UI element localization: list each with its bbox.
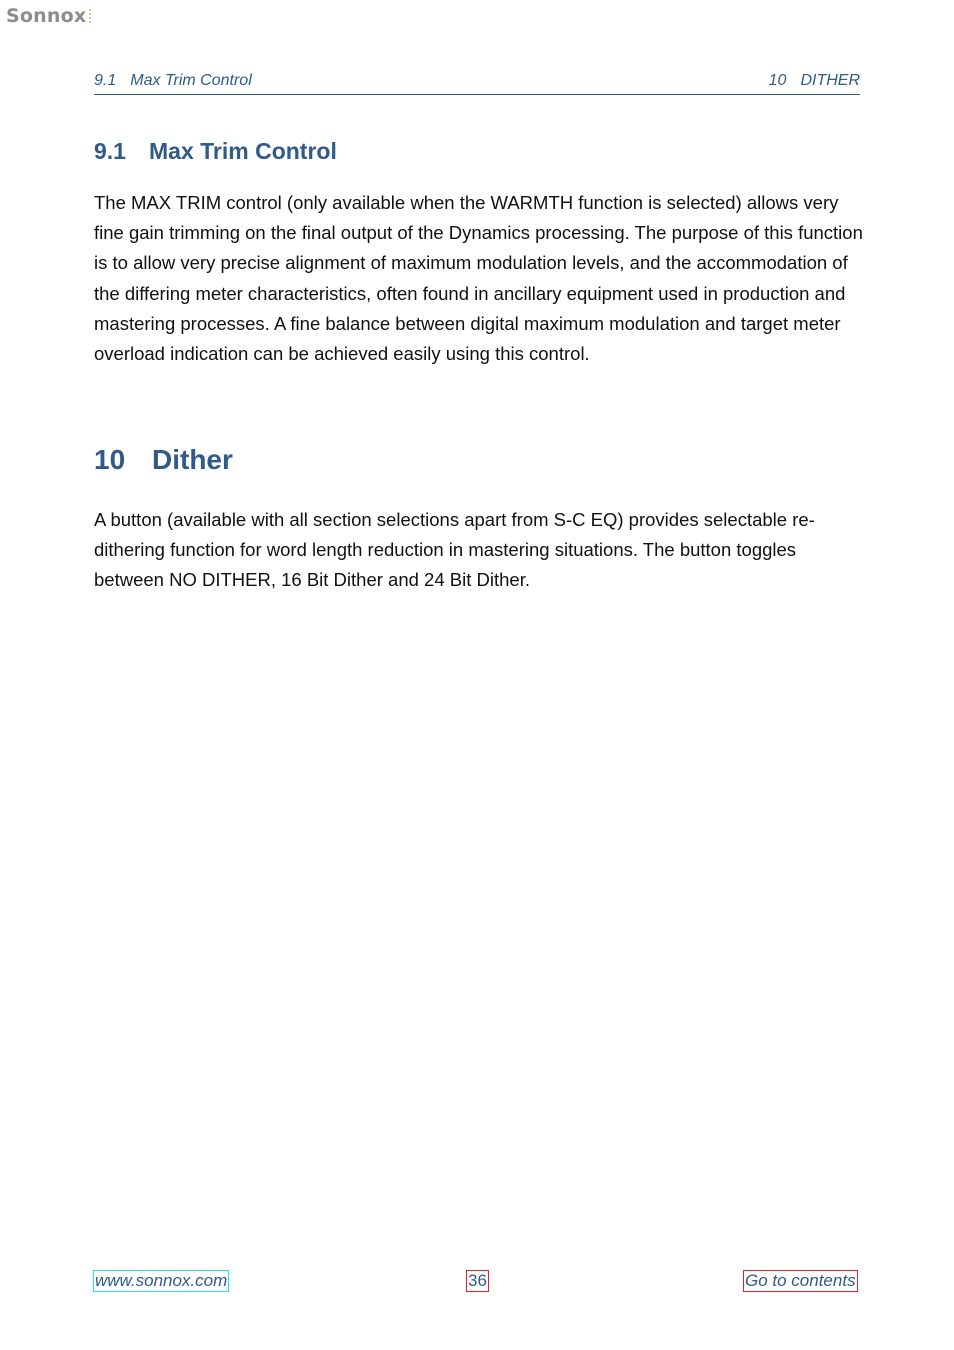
- section-title: Max Trim Control: [149, 138, 337, 164]
- chapter-heading: [94, 444, 233, 476]
- running-header-chapter-number: 10: [768, 72, 787, 89]
- section-number: 9.1: [94, 138, 126, 164]
- logo-text: Sonnox: [6, 5, 87, 27]
- chapter-title: Dither: [152, 444, 233, 475]
- running-header-chapter-title: DITHER: [800, 72, 860, 89]
- website-link[interactable]: www.sonnox.com: [95, 1271, 228, 1290]
- running-header-section-number: 9.1: [94, 72, 117, 89]
- running-header-chapter: [769, 72, 860, 90]
- chapter-number: 10: [94, 444, 126, 475]
- section-body-paragraph: The MAX TRIM control (only available when the WARMTH function is selected) allows very fine gain trimming on the final output of the Dynamics processing. The purpose of this function is to allow very precise alignment of maximum modulation levels, and the accommodation of the differing meter characteristics, often found in ancillary equipment used in production and mastering processes. A fine balance between digital maximum modulation and target meter overload indication can be achieved easily using this control.: [94, 192, 863, 365]
- running-header: [94, 70, 860, 95]
- running-header-section-title: Max Trim Control: [130, 72, 252, 89]
- go-to-contents-link[interactable]: Go to contents: [745, 1271, 856, 1290]
- running-header-section: [94, 72, 252, 90]
- logo-mark-icon: [89, 9, 91, 23]
- page-number-link[interactable]: 36: [468, 1271, 487, 1290]
- sonnox-logo: [6, 5, 91, 27]
- chapter-body-paragraph: A button (available with all section selections apart from S-C EQ) provides selectable re-dithering function for word length reduction in mastering situations. The button toggles between NO DITHER, 16 Bit Dither and 24 Bit Dither.: [94, 509, 815, 591]
- section-heading: [94, 138, 337, 165]
